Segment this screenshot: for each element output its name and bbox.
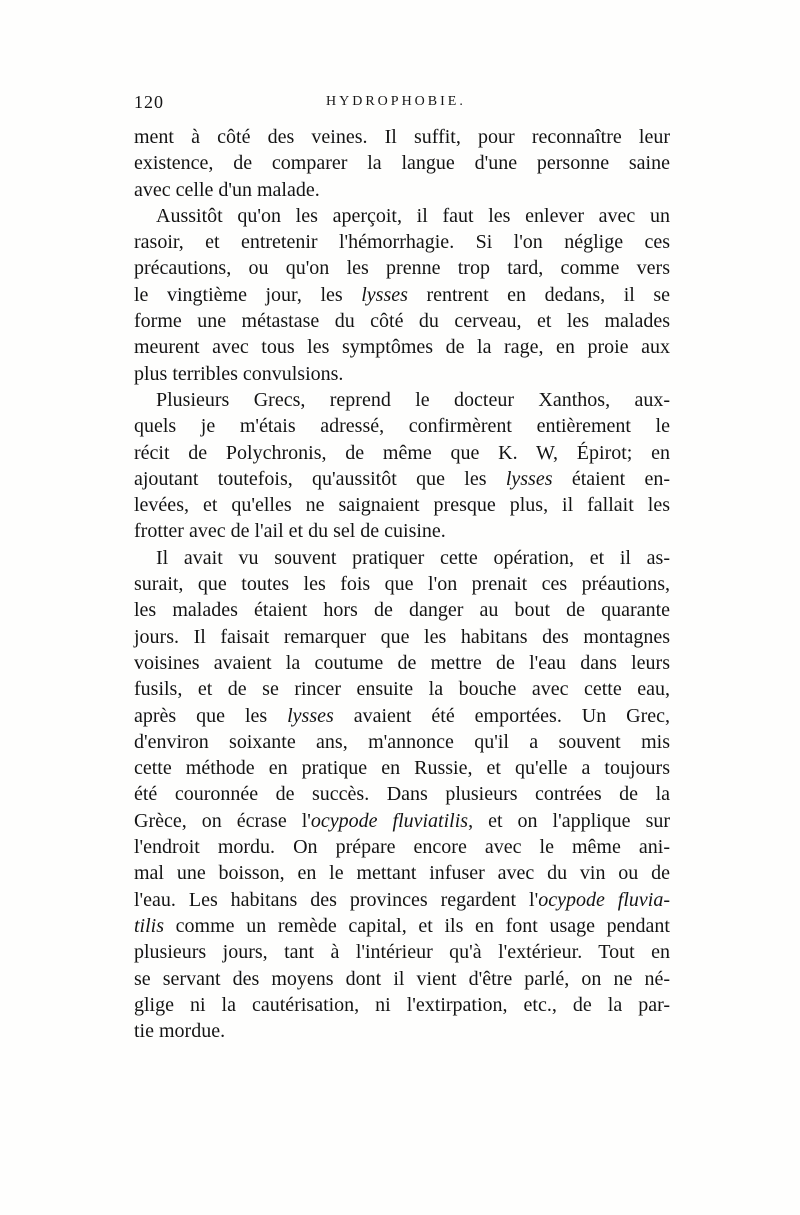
text-line: Grèce, on écrase l'ocypode fluviatilis, et on l'applique sur <box>134 809 671 832</box>
text-line: surait, que toutes les fois que l'on prenait ces préautions, <box>134 573 670 596</box>
body-text <box>134 124 670 1044</box>
page-header <box>134 92 670 116</box>
text-line: jours. Il faisait remarquer que les habitans des montagnes <box>134 625 670 648</box>
italic-term: ocypode fluviatilis <box>310 809 469 832</box>
text-line: quels je m'étais adressé, confirmèrent entièrement le <box>134 415 670 438</box>
text-line: précautions, ou qu'on les prenne trop tard, comme vers <box>134 257 670 280</box>
page-number: 120 <box>134 92 164 112</box>
text-line: glige ni la cautérisation, ni l'extirpation, etc., de la par- <box>134 993 670 1016</box>
text-line: d'environ soixante ans, m'annonce qu'il a souvent mis <box>134 730 670 753</box>
text-line: frotter avec de l'ail et du sel de cuisine. <box>134 520 446 543</box>
text-line: avec celle d'un malade. <box>134 178 320 201</box>
text-line: ment à côté des veines. Il suffit, pour reconnaître leur <box>134 126 670 148</box>
text-line: Plusieurs Grecs, reprend le docteur Xanthos, aux- <box>156 388 670 411</box>
text-line: plus terribles convulsions. <box>134 362 344 385</box>
italic-term: lysses <box>505 467 553 490</box>
text-line: récit de Polychronis, de même que K. W, Épirot; en <box>134 441 670 464</box>
italic-term: lysses <box>287 704 334 727</box>
italic-term: ocypode fluvia- <box>538 888 670 911</box>
text-line: tie mordue. <box>134 1020 226 1043</box>
text-line: voisines avaient la coutume de mettre de l'eau dans leurs <box>134 651 670 674</box>
text-line: cette méthode en pratique en Russie, et qu'elle a toujours <box>134 757 670 780</box>
text-line: fusils, et de se rincer ensuite la bouche avec cette eau, <box>134 678 670 701</box>
text-line: levées, et qu'elles ne saignaient presque plus, il fallait les <box>134 494 670 517</box>
running-title: HYDROPHOBIE. <box>326 94 466 109</box>
text-line: l'eau. Les habitans des provinces regardent l'ocypode fluvia- <box>134 888 670 911</box>
text-line: l'endroit mordu. On prépare encore avec le même ani- <box>134 836 670 859</box>
text-line: les malades étaient hors de danger au bout de quarante <box>134 599 670 622</box>
text-line: rasoir, et entretenir l'hémorrhagie. Si l'on néglige ces <box>134 231 670 254</box>
text-line: tilis comme un remède capital, et ils en font usage pendant <box>134 914 670 937</box>
text-line: été couronnée de succès. Dans plusieurs contrées de la <box>134 783 670 806</box>
italic-term: lysses <box>361 283 408 306</box>
text-line: après que les lysses avaient été emportées. Un Grec, <box>134 704 671 727</box>
text-line: existence, de comparer la langue d'une personne saine <box>134 152 670 175</box>
text-line: forme une métastase du côté du cerveau, et les malades <box>134 310 670 333</box>
text-line: Il avait vu souvent pratiquer cette opération, et il as- <box>156 546 670 569</box>
text-line: Aussitôt qu'on les aperçoit, il faut les enlever avec un <box>156 204 670 227</box>
italic-term: tilis <box>134 914 165 937</box>
text-line: plusieurs jours, tant à l'intérieur qu'à l'extérieur. Tout en <box>134 941 670 964</box>
text-line: meurent avec tous les symptômes de la rage, en proie aux <box>134 336 670 359</box>
text-line: le vingtième jour, les lysses rentrent en dedans, il se <box>134 283 671 306</box>
text-line: mal une boisson, en le mettant infuser avec du vin ou de <box>134 862 670 885</box>
text-line: ajoutant toutefois, qu'aussitôt que les lysses étaient en- <box>134 467 670 490</box>
text-line: se servant des moyens dont il vient d'être parlé, on ne né- <box>134 967 670 990</box>
